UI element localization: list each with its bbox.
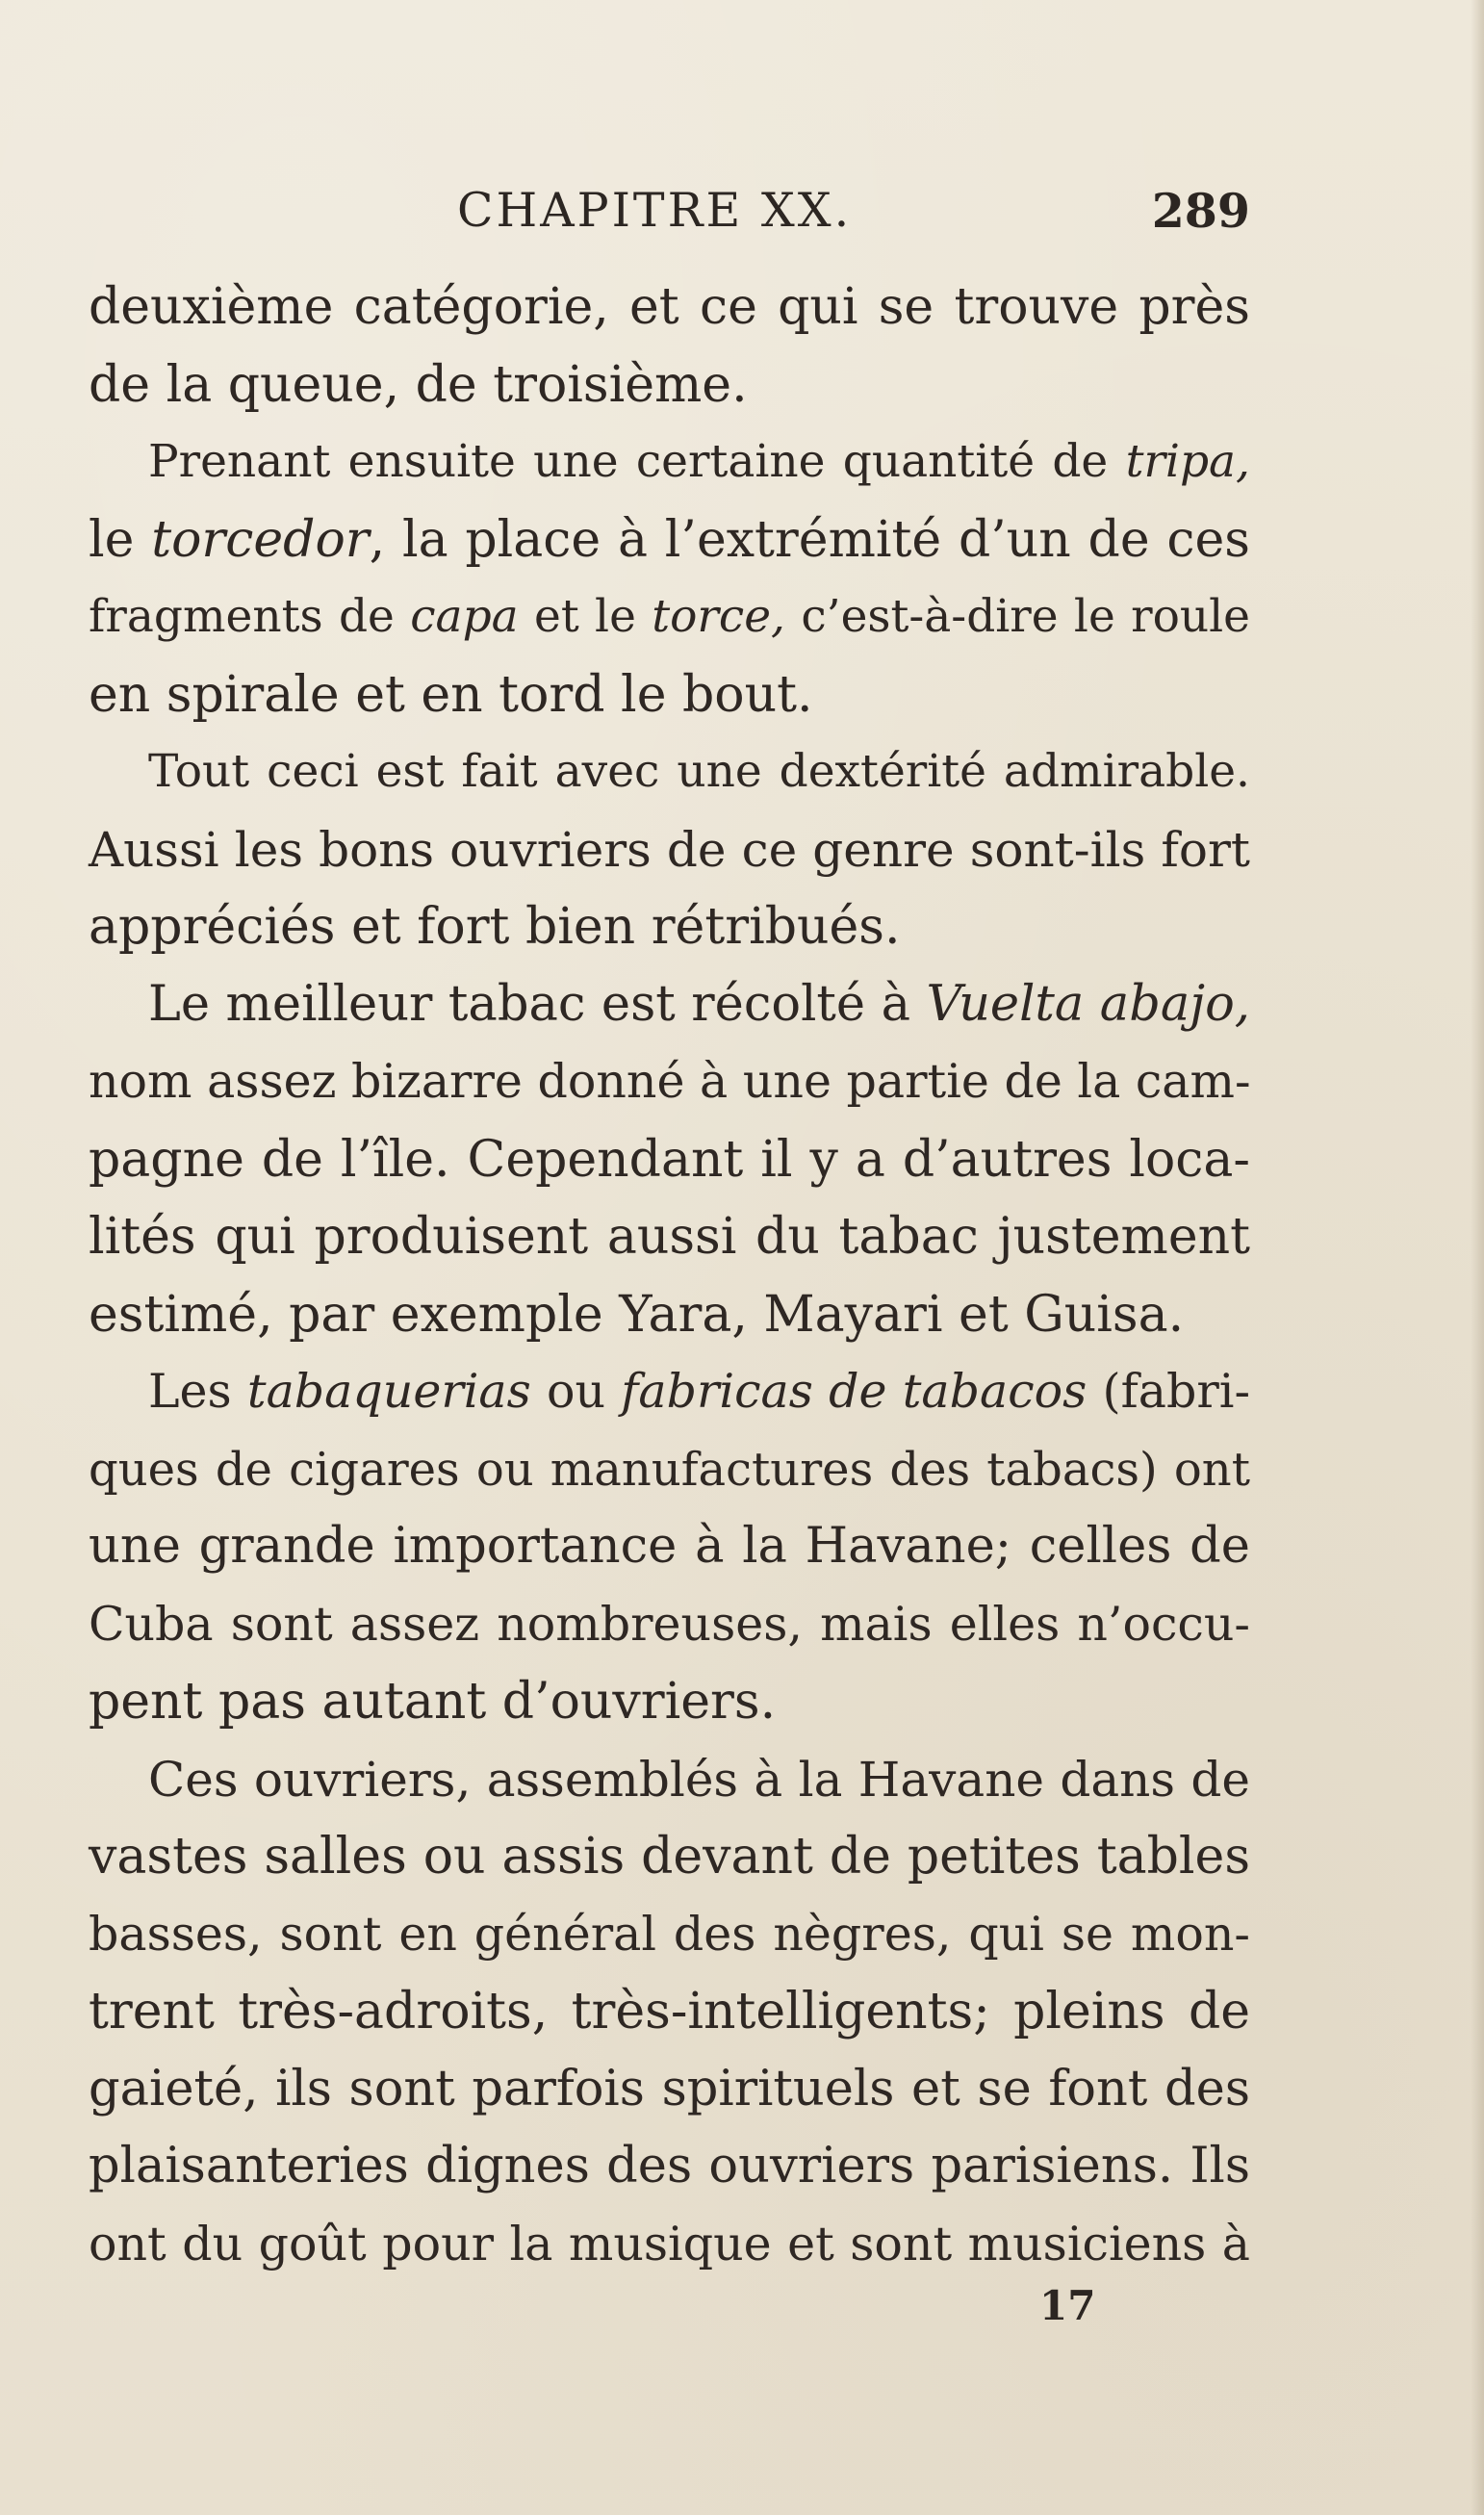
text-line (89, 2128, 1250, 2206)
text-line (89, 656, 1250, 734)
text-line (89, 1276, 1250, 1354)
paragraph-first-line (89, 1741, 1250, 1819)
text-span: pent pas autant d’ouvriers. (89, 1673, 777, 1731)
text-span: basses, sont en général des nègres, qui se mon- (89, 1906, 1250, 1962)
text-line (89, 1043, 1250, 1121)
paragraph-first-line (89, 733, 1250, 811)
italic-span: capa (410, 590, 519, 643)
text-span: Les (148, 1364, 247, 1419)
text-line (89, 1431, 1250, 1509)
text-span: estimé, par exemple Yara, Mayari et Guisa. (89, 1285, 1185, 1344)
paragraph-first-line (89, 423, 1250, 501)
text-line (89, 1663, 1250, 1741)
text-span: Le meilleur tabac est récolté à (148, 975, 927, 1033)
italic-span: torce, (652, 590, 785, 643)
text-line (89, 1198, 1250, 1276)
text-line (89, 1121, 1250, 1199)
page-header (89, 183, 1250, 250)
text-line (89, 1818, 1250, 1896)
text-line (89, 346, 1250, 424)
text-line (89, 269, 1250, 346)
text-span: deuxième catégorie, et ce qui se trouve près (89, 278, 1250, 336)
paragraph-first-line (89, 1353, 1250, 1431)
text-span: le (89, 510, 152, 569)
page-edge-shadow (1471, 0, 1484, 2515)
text-span: vastes salles ou assis devant de petites tables (89, 1828, 1250, 1886)
text-line (89, 578, 1250, 656)
text-span: Tout ceci est fait avec une dextérité admirable. (148, 745, 1250, 798)
text-span: plaisanteries dignes des ouvriers parisiens. Ils (89, 2138, 1250, 2194)
text-span: lités qui produisent aussi du tabac justement (89, 1208, 1250, 1266)
text-line (89, 1508, 1250, 1586)
text-line (89, 1586, 1250, 1664)
text-span: trent très-adroits, très-intelligents; pleins de (89, 1983, 1250, 2040)
text-span: fragments de (89, 590, 411, 643)
italic-span: fabricas de tabacos (621, 1364, 1087, 1419)
text-span: gaieté, ils sont parfois spirituels et se font des (89, 2060, 1250, 2117)
text-line (89, 501, 1250, 579)
text-line (89, 1973, 1250, 2051)
text-line (89, 1896, 1250, 1974)
body-text (89, 269, 1250, 2283)
text-line (89, 888, 1250, 966)
paragraph-first-line (89, 966, 1250, 1044)
text-span: en spirale et en tord le bout. (89, 665, 813, 724)
text-span: ques de cigares ou manufactures des tabacs) ont (89, 1442, 1250, 1497)
italic-span: tabaquerias (246, 1364, 531, 1419)
text-line (89, 811, 1250, 889)
page-number: 289 (1151, 183, 1250, 239)
text-span: (fabri- (1087, 1364, 1251, 1419)
signature-mark: 17 (1039, 2282, 1096, 2329)
text-span: appréciés et fort bien rétribués. (89, 898, 901, 956)
text-span: Ces ouvriers, assemblés à la Havane dans de (148, 1751, 1250, 1808)
text-span: une grande importance à la Havane; celles de (89, 1518, 1250, 1575)
text-span: ou (530, 1364, 622, 1419)
italic-span: torcedor (151, 510, 370, 569)
text-span: nom assez bizarre donné à une partie de la cam- (89, 1054, 1251, 1109)
text-span: pagne de l’île. Cependant il y a d’autres loca- (89, 1130, 1250, 1189)
text-span: Aussi les bons ouvriers de ce genre sont-ils fort (89, 821, 1250, 878)
text-span: et le (518, 590, 652, 643)
text-span: de la queue, de troisième. (89, 355, 748, 414)
italic-span: Vuelta abajo, (926, 975, 1250, 1033)
running-head: CHAPITRE XX. (457, 183, 853, 238)
italic-span: tripa, (1125, 435, 1250, 488)
text-line (89, 2051, 1250, 2129)
text-span: ont du goût pour la musique et sont musiciens à (89, 2216, 1250, 2271)
text-span: Prenant ensuite une certaine quantité de (148, 435, 1126, 488)
text-span: c’est-à-dire le roule (784, 590, 1250, 643)
text-span: , la place à l’extrémité d’un de ces (369, 510, 1250, 569)
text-line (89, 2206, 1250, 2284)
text-span: Cuba sont assez nombreuses, mais elles n’occu- (89, 1596, 1250, 1652)
